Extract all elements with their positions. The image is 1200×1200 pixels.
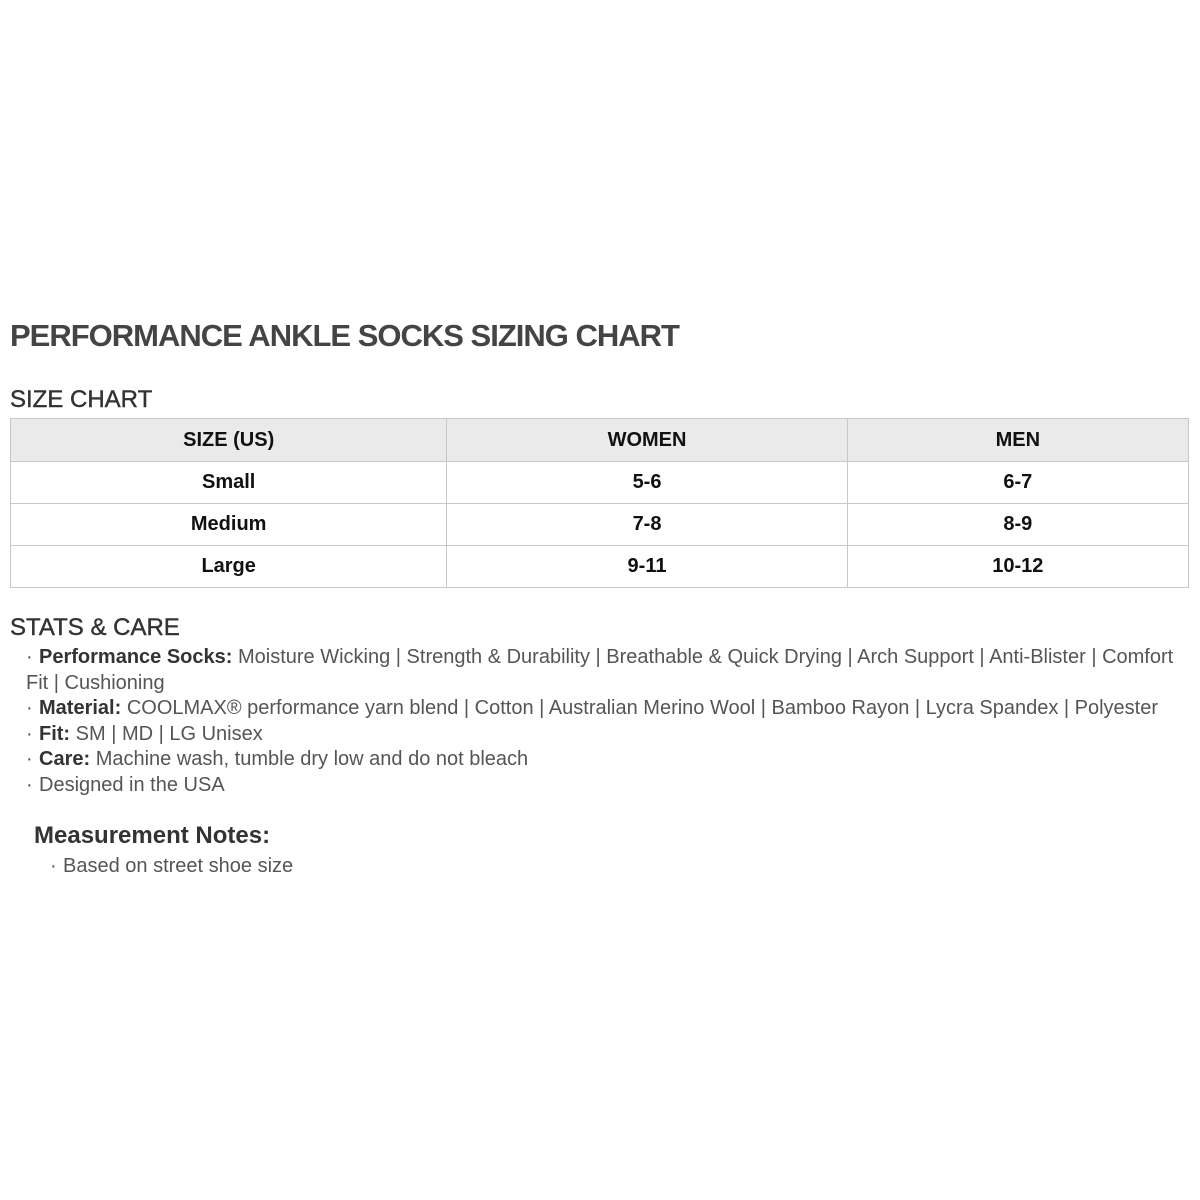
men-size-cell: 8-9	[847, 504, 1188, 546]
list-item	[50, 854, 293, 880]
table-row	[11, 504, 1189, 546]
item-label: Fit:	[39, 722, 71, 745]
page-title: PERFORMANCE ANKLE SOCKS SIZING CHART	[10, 318, 679, 353]
bullet-marker: ·	[26, 697, 33, 719]
item-text: Designed in the USA	[39, 773, 225, 796]
size-cell: Large	[11, 546, 447, 588]
size-chart-heading: SIZE CHART	[10, 386, 153, 413]
bullet-marker: ·	[26, 773, 33, 796]
table-row	[11, 462, 1189, 504]
item-text: COOLMAX® performance yarn blend | Cotton | Australian Merino Wool | Bamboo Rayon | Lycra Spandex | Polyester	[126, 697, 1159, 719]
women-size-cell: 7-8	[447, 504, 847, 546]
column-header-men: MEN	[847, 419, 1188, 462]
item-label: Performance Socks:	[39, 646, 233, 668]
bullet-marker: ·	[26, 646, 33, 668]
bullet-marker: ·	[26, 748, 33, 770]
table-header-row	[11, 419, 1189, 462]
item-text: Machine wash, tumble dry low and do not bleach	[95, 748, 529, 770]
column-header-women: WOMEN	[447, 419, 847, 462]
size-cell: Medium	[11, 504, 447, 546]
list-item	[26, 645, 1186, 696]
list-item	[26, 722, 1186, 748]
item-text: SM | MD | LG Unisex	[75, 722, 263, 745]
bullet-marker: ·	[50, 855, 57, 877]
measurement-notes-list	[50, 854, 293, 880]
size-cell: Small	[11, 462, 447, 504]
measurement-notes-heading: Measurement Notes:	[34, 822, 271, 849]
bullet-marker: ·	[26, 722, 33, 745]
women-size-cell: 9-11	[447, 546, 847, 588]
men-size-cell: 10-12	[847, 546, 1188, 588]
women-size-cell: 5-6	[447, 462, 847, 504]
item-label: Care:	[39, 748, 91, 770]
men-size-cell: 6-7	[847, 462, 1188, 504]
column-header-size: SIZE (US)	[11, 419, 447, 462]
list-item	[26, 773, 1186, 799]
item-label: Material:	[39, 697, 122, 719]
list-item	[26, 747, 1186, 773]
stats-care-heading: STATS & CARE	[10, 614, 180, 641]
item-text: Based on street shoe size	[63, 855, 294, 877]
list-item	[26, 696, 1186, 722]
table-row	[11, 546, 1189, 588]
item-text: Moisture Wicking | Strength & Durability | Breathable & Quick Drying | Arch Support | Anti-Blister | Comfort Fit | Cushioning	[26, 646, 1174, 694]
size-chart-table	[10, 418, 1189, 588]
stats-care-list	[26, 645, 1186, 798]
